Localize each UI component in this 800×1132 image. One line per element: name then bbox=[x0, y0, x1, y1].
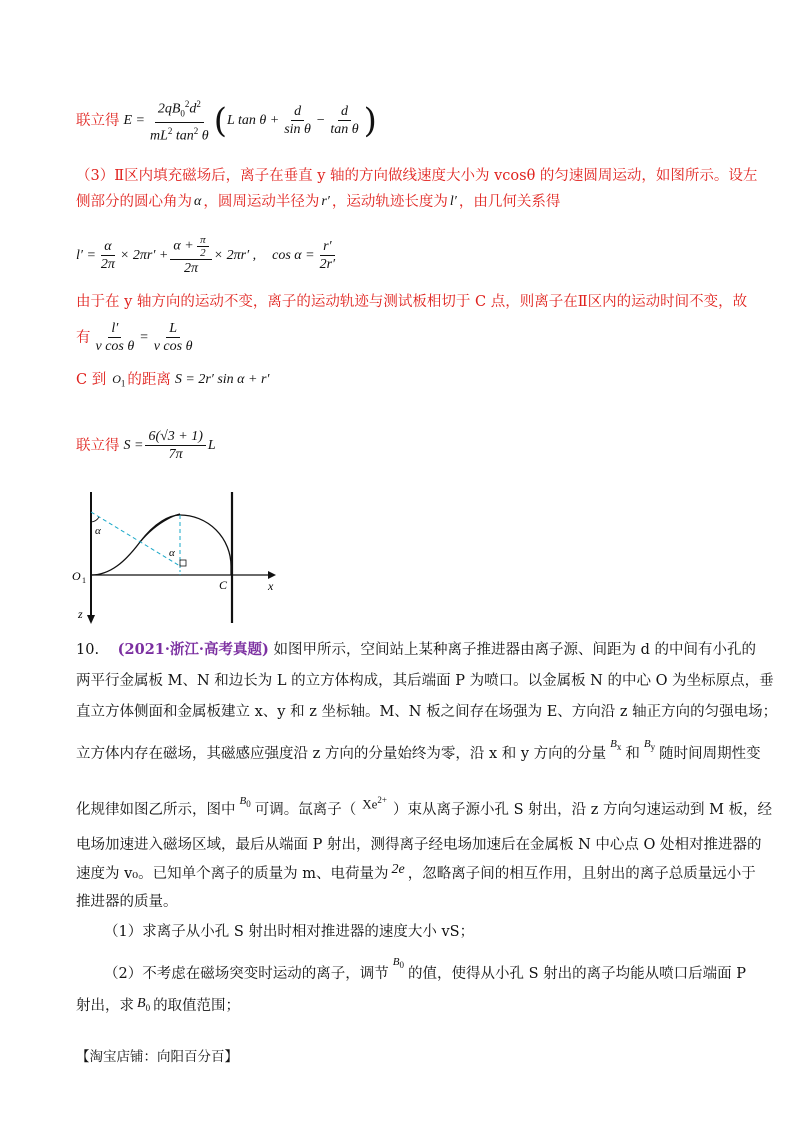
right-angle-mark bbox=[180, 560, 186, 566]
part3-line1: （3）Ⅱ区内填充磁场后，离子在垂直 y 轴的方向做线速度大小为 vcosθ 的匀速圆周运动，如图所示。设左 bbox=[76, 168, 758, 184]
fraction: $\frac{2qB_0^2d^2}{mL^2 \tan^2 \theta}$ bbox=[147, 96, 212, 145]
q10-line4: 立方体内存在磁场，其磁感应强度沿 z 方向的分量始终为零，沿 x 和 y 方向的分量 $B_x$ 和 $B_y$ 随时间周期性变 bbox=[76, 738, 761, 762]
q10-line3: 直立方体侧面和金属板建立 x、y 和 z 坐标轴。M、N 板之间存在场强为 E、方向沿 z 轴正方向的匀强电场； bbox=[76, 704, 778, 720]
q10-line7: 速度为 v₀。已知单个离子的质量为 m、电荷量为 2e ，忽略离子间的相互作用，且射出的离子总质量远小于 bbox=[76, 862, 756, 882]
origin-label: O bbox=[72, 569, 81, 583]
part3-line2: 侧部分的圆心角为 α ，圆周运动半径为 r′ ，运动轨迹长度为 l′ ，由几何关系得 bbox=[76, 194, 561, 210]
c-label: C bbox=[219, 578, 228, 592]
subquestion-2-cont: 射出，求 $B_0$ 的取值范围； bbox=[76, 996, 241, 1014]
part3-para1: 由于在 y 轴方向的运动不变，离子的运动轨迹与测试板相切于 C 点，则离子在Ⅱ区内的运动时间不变，故 bbox=[76, 294, 748, 310]
x-axis-arrow bbox=[268, 571, 276, 579]
q10-line2: 两平行金属板 M、N 和边长为 L 的立方体构成，其后端面 P 为喷口。以金属板 N 的中心 O 为坐标原点，垂 bbox=[76, 673, 774, 689]
q10-line5: 化规律如图乙所示，图中 $B_0$ 可调。氙离子（ $Xe^{2+}$ ）束从离子源小孔 S 射出，沿 z 方向匀速运动到 M 板，经 bbox=[76, 794, 773, 819]
question-source: (2021·浙江·高考真题) bbox=[117, 641, 269, 658]
subquestion-2: （2）不考虑在磁场突变时运动的离子，调节 $B_0$ 的值，使得从小孔 S 射出的离子均能从喷口后端面 P bbox=[104, 956, 746, 982]
q10-line6: 电场加速进入磁场区域，最后从端面 P 射出，测得离子经电场加速后在金属板 N 中心点 O 处相对推进器的 bbox=[76, 837, 762, 853]
z-axis-label: z bbox=[78, 607, 83, 621]
trajectory-arc bbox=[91, 514, 180, 575]
x-axis-label: x bbox=[268, 579, 274, 593]
z-axis-arrow bbox=[87, 615, 95, 624]
equation-l-prime: l′ = $\frac{\alpha}{2\pi}$ × 2πr′ + α + $\frac{\pi}{2}$ 2π × 2πr′ , cos α = $\frac{r'}{2r'}$ bbox=[76, 234, 336, 276]
q10-line8: 推进器的质量。 bbox=[76, 894, 178, 910]
question-number: 10. bbox=[76, 642, 100, 658]
equation-distance: C 到 $O_1$ 的距离 S = 2r′ sin α + r′ bbox=[76, 371, 270, 389]
q10-line1: 10. (2021·浙江·高考真题) 如图甲所示，空间站上某种离子推进器由离子源、间距为 d 的中间有小孔的 bbox=[76, 641, 756, 658]
equation-S-result: 联立得 S = $\frac{6(√3 + 1)}{7\pi}$ L bbox=[76, 429, 216, 462]
combine-label: 联立得 bbox=[76, 112, 120, 129]
footer-shop: 【淘宝店铺：向阳百分百】 bbox=[76, 1049, 238, 1065]
origin-subscript: 1 bbox=[82, 576, 86, 585]
equation-E: 联立得 E = $\frac{2qB_0^2d^2}{mL^2 \tan^2 \theta}$ ( L tan θ + $\frac{d}{\text{sin θ}}$ − $\frac{d}{\text{tan θ}}$ ) bbox=[76, 96, 377, 145]
subquestion-1: （1）求离子从小孔 S 射出时相对推进器的速度大小 vS； bbox=[104, 924, 475, 940]
alpha-top-label: α bbox=[95, 525, 101, 537]
trajectory-figure bbox=[70, 490, 290, 625]
alpha-mid-label: α bbox=[169, 547, 175, 559]
equation-time: 有 $\frac{l'}{\text{v cos θ}}$ = $\frac{L}{\text{v cos θ}}$ bbox=[76, 321, 193, 354]
